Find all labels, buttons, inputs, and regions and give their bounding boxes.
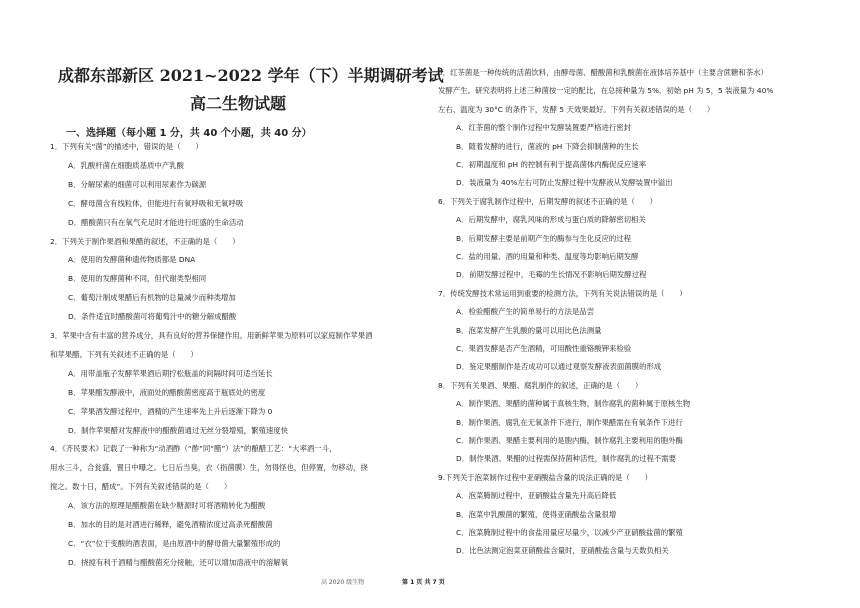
answer-option: C．苹果酒发酵过程中，酒精的产生速率先上升后逐渐下降为 0	[68, 406, 273, 416]
answer-option: A．红茶菌的整个制作过程中发酵装置要严格进行密封	[456, 123, 632, 133]
answer-option: B．苹果醋发酵液中，液面处的醋酸菌密度高于瓶底处的密度	[68, 387, 266, 397]
exam-title-line1: 成都东部新区 2021~2022 学年（下）半期调研考试	[58, 66, 444, 85]
answer-option: A．使用的发酵菌种遗传物质都是 DNA	[68, 255, 196, 265]
answer-option: A．后期发酵中，腐乳风味的形成与蛋白质的降解密切相关	[456, 215, 646, 225]
answer-option: C．初期温度和 pH 的控制有利于提高菌体内酶促反应速率	[456, 160, 647, 169]
answer-option: B．使用的发酵菌种不同，但代谢类型相同	[68, 274, 207, 284]
answer-option: D．制作果酒、果醋的过程需保持菌种活性，制作腐乳的过程不需要	[456, 454, 677, 464]
question-text: 发酵产生。研究表明将上述三种菌按一定的配比，在总接种量为 5%、初始 pH 为 5，5 装液量为 40%	[438, 86, 774, 96]
question-text: 5．红茶菌是一种传统的活菌饮料，由酵母菌、醋酸菌和乳酸菌在液体培养基中（主要含蔗糖和茶水）	[438, 68, 768, 77]
question-text: 7．传统发酵技术常运用到重要的检测方法，下列有关说法错误的是（ ）	[438, 288, 687, 298]
answer-option: B．泡菜发酵产生乳酸的量可以用比色法测量	[456, 325, 602, 335]
question-text: 4．《齐民要术》记载了一种称为“动酒酢（“酢”同“醋”）法”的酿醋工艺：“大率酒一斗，	[50, 444, 337, 454]
answer-option: D．挠搅有利于酒精与醋酸菌充分接触，还可以增加溶液中的溶解氧	[68, 557, 289, 567]
answer-option: B．随着发酵的进行，菌液的 pH 下降会抑制菌种的生长	[456, 141, 639, 151]
answer-option: A．该方法的原理是醋酸菌在缺少糖源时可将酒精转化为醋酸	[68, 501, 266, 511]
answer-option: C．制作果酒、果醋主要利用的是胞内酶，制作腐乳主要利用的胞外酶	[456, 436, 683, 445]
answer-option: D．醋酸菌只有在氧气充足时才能进行旺盛的生命活动	[68, 217, 244, 227]
question-text: 8．下列有关果酒、果醋、腐乳制作的叙述，正确的是（ ）	[438, 380, 643, 390]
answer-option: A．泡菜腌制过程中，亚硝酸盐含量先升高后降低	[456, 491, 617, 501]
answer-option: B．制作果酒、腐乳在无氧条件下进行，制作果醋需在有氧条件下进行	[456, 417, 683, 427]
question-text: 2．下列关于制作果酒和果醋的叙述，不正确的是（ ）	[50, 236, 240, 246]
answer-option: B．后期发酵主要是前期产生的酶参与生化反应的过程	[456, 233, 632, 243]
answer-option: A．乳酸杆菌在细胞质基质中产乳酸	[68, 160, 184, 170]
answer-option: D．比色法测定泡菜亚硝酸盐含量时，亚硝酸盐含量与天数负相关	[456, 546, 669, 556]
footer-grade: 高 2020 级生物	[321, 579, 365, 586]
section-heading: 一、选择题（每小题 1 分，共 40 个小题，共 40 分）	[66, 128, 312, 139]
exam-title-line2: 高二生物试题	[189, 94, 286, 113]
answer-option: C．“衣”位于变酸的酒表面，是由原酒中的酵母菌大量繁殖形成的	[68, 538, 281, 548]
question-text: 搅之。数十日，醋成”。下列有关叙述错误的是（ ）	[50, 482, 232, 492]
answer-option: D．条件适宜时醋酸菌可将葡萄汁中的糖分解成醋酸	[68, 312, 237, 322]
question-text: 3．苹果中含有丰富的营养成分，具有良好的营养保健作用。用新鲜苹果为原料可以家庭制作苹果酒	[50, 331, 373, 340]
answer-option: B．分解尿素的细菌可以利用尿素作为碳源	[68, 179, 207, 189]
answer-option: D．制作苹果醋对发酵液中的醋酸菌通过无丝分裂增殖，繁殖速度快	[68, 425, 289, 435]
answer-option: C．果酒发酵是否产生酒精，可用酸性重铬酸钾来检验	[456, 344, 632, 353]
question-text: 和苹果醋。下列有关叙述不正确的是（ ）	[50, 349, 198, 359]
answer-option: A．制作果酒、果醋的菌种属于真核生物，制作腐乳的菌种属于原核生物	[456, 399, 691, 409]
footer-page-number: 第 1 页 共 7 页	[402, 579, 445, 586]
question-text: 6．下列关于腐乳制作过程中，后期发酵的叙述不正确的是（ ）	[438, 196, 658, 206]
question-text: 9.下列关于泡菜制作过程中亚硝酸盐含量的说法正确的是（ ）	[438, 472, 652, 482]
answer-option: C．酵母菌含有线粒体，但能进行有氧呼吸和无氧呼吸	[68, 198, 244, 208]
answer-option: C．盐的用量、酒的用量和种类、温度等均影响后期发酵	[456, 252, 639, 261]
question-text: 用水三斗，合瓮盛，置日中曝之。七日后当臭，衣（指菌膜）生，勿得怪也，但停置，勿移动，挠	[50, 463, 368, 473]
answer-option: D．装液量为 40%左右可防止发酵过程中发酵液从发酵装置中溢出	[456, 178, 673, 188]
question-text: 左右、温度为 30°C 的条件下，发酵 5 天效果最好。下列有关叙述错误的是（ ）	[438, 104, 715, 114]
answer-option: D．前期发酵过程中，毛霉的生长情况不影响后期发酵过程	[456, 270, 647, 280]
answer-option: C．泡菜腌制过程中的食盐用量应尽量少，以减少产亚硝酸盐菌的繁殖	[456, 528, 683, 537]
answer-option: A．检验醋酸产生的简单易行的方法是品尝	[456, 307, 595, 317]
answer-option: A．用带盖瓶子发酵苹果酒后期拧松瓶盖的间隔时间可适当延长	[68, 368, 273, 378]
question-text: 1．下列有关“菌”的描述中，错误的是（ ）	[50, 142, 203, 151]
answer-option: D．鉴定果醋制作是否成功可以通过观察发酵液表面菌膜的形成	[456, 362, 662, 372]
answer-option: B．泡菜中乳酸菌的繁殖，使得亚硝酸盐含量很增	[456, 509, 617, 519]
answer-option: C．葡萄汁制成果醋后有机物的总量减少而种类增加	[68, 293, 236, 303]
answer-option: B．加水的目的是对酒进行稀释，避免酒精浓度过高杀死醋酸菌	[68, 520, 273, 529]
